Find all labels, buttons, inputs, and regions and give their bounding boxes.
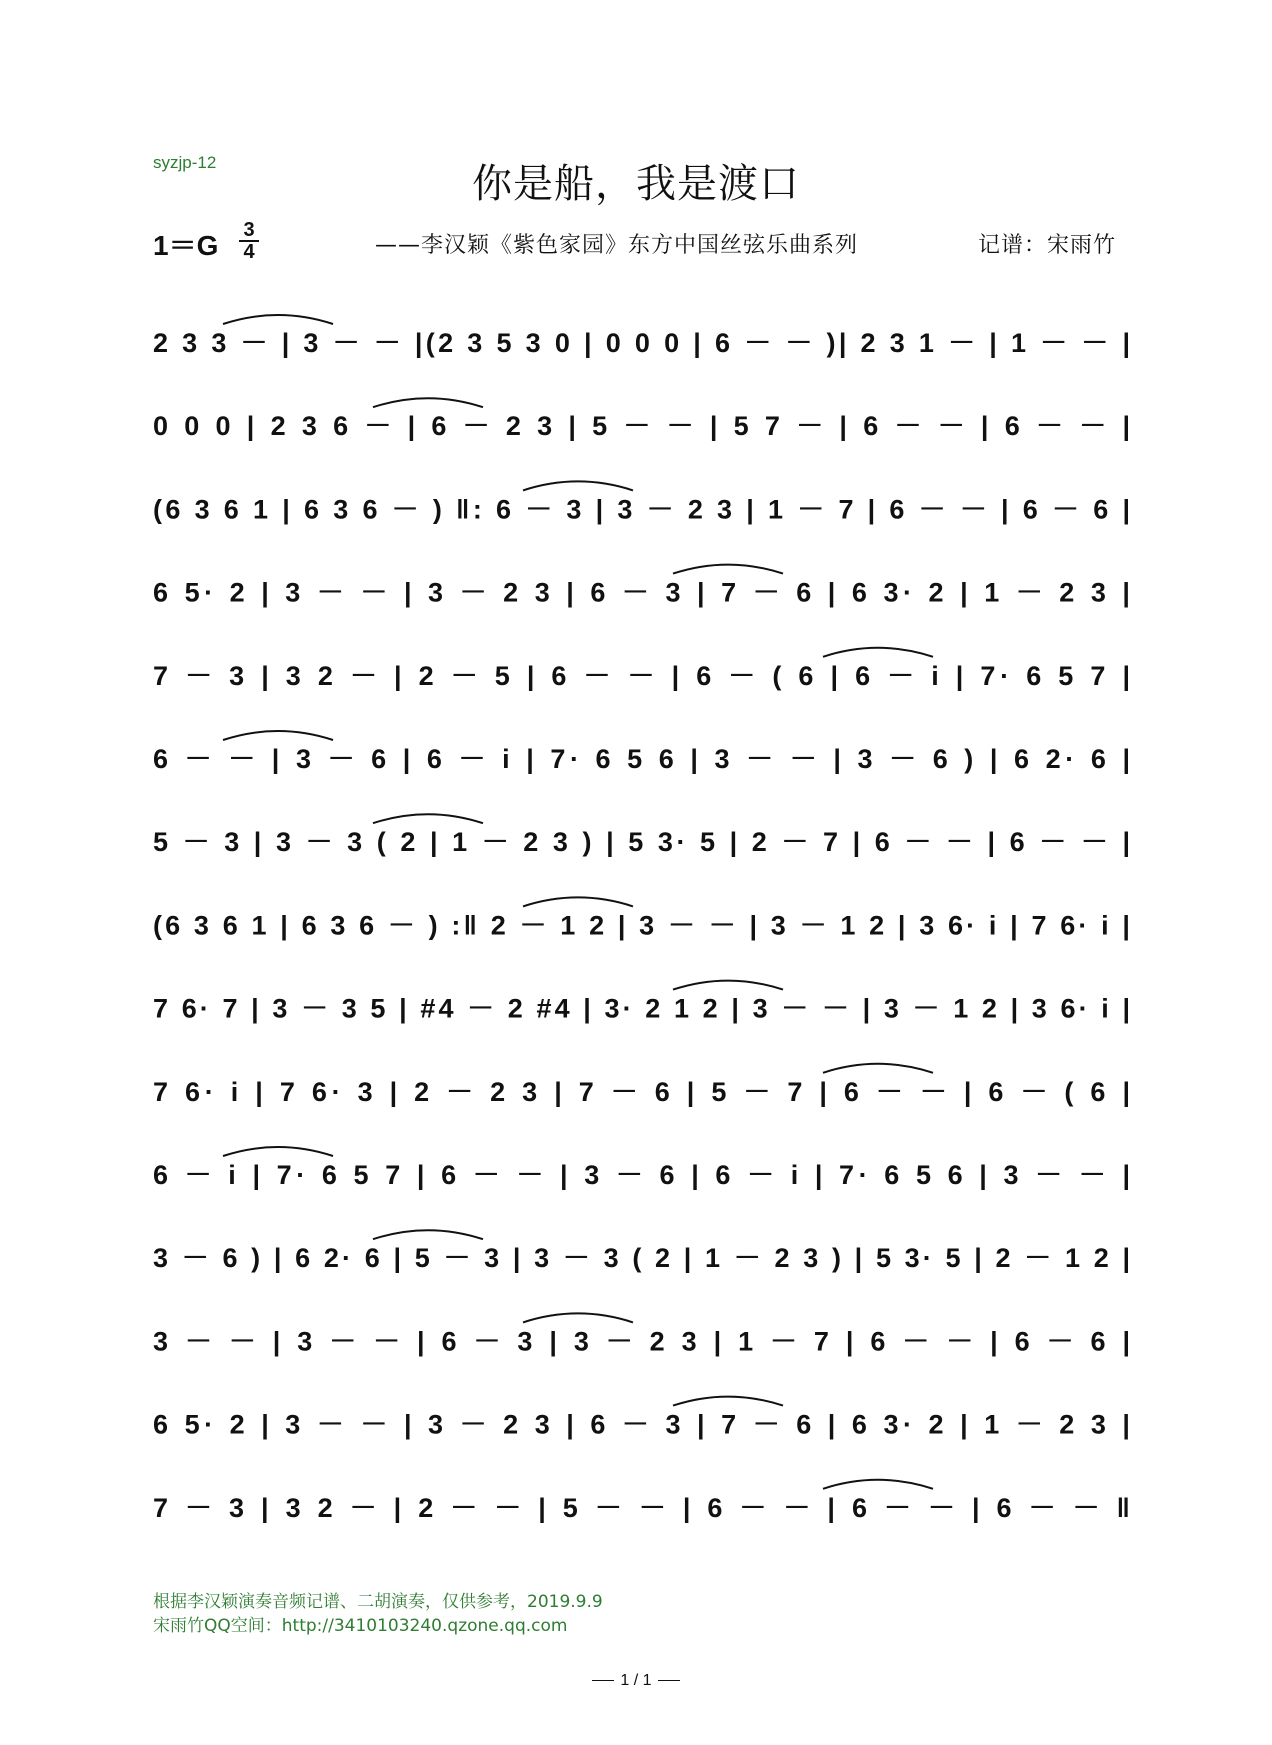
subtitle: ——李汉颖《紫色家园》东方中国丝弦乐曲系列 xyxy=(375,233,859,258)
footer-link[interactable]: 宋雨竹QQ空间：http://3410103240.qzone.qq.com xyxy=(153,1616,568,1636)
time-signature-bottom: 4 xyxy=(243,241,255,263)
score-line-14: 6 5· 2 | 3 － － | 3 － 2 3 | 6 － 3 | 7 － 6 | 6 3· 2 | 1 － 2 3 | xyxy=(153,1409,1130,1440)
slur-mark xyxy=(673,981,783,990)
page-number xyxy=(0,1672,1272,1690)
score-line-4: 6 5· 2 | 3 － － | 3 － 2 3 | 6 － 3 | 7 － 6 | 6 3· 2 | 1 － 2 3 | xyxy=(153,577,1130,608)
slur-mark xyxy=(223,1147,333,1156)
song-title: 你是船，我是渡口 xyxy=(472,161,800,207)
score-line-15: 7 － 3 | 3 2 － | 2 － － | 5 － － | 6 － － | 6 － － | 6 － － ‖ xyxy=(153,1492,1130,1523)
slur-mark xyxy=(523,897,633,906)
footer-note: 根据李汉颖演奏音频记谱、二胡演奏，仅供参考，2019.9.9 xyxy=(153,1592,603,1612)
slur-mark xyxy=(673,1397,783,1406)
slur-mark xyxy=(673,565,783,574)
score-line-5: 7 － 3 | 3 2 － | 2 － 5 | 6 － － | 6 － ( 6 | 6 － i | 7· 6 5 7 | xyxy=(153,660,1130,691)
slur-mark xyxy=(823,1480,933,1489)
slur-mark xyxy=(223,731,333,740)
score-line-3: (6 3 6 1 | 6 3 6 － ) ‖: 6 － 3 | 3 － 2 3 | 1 － 7 | 6 － － | 6 － 6 | xyxy=(153,494,1130,525)
slur-mark xyxy=(223,315,333,324)
slur-mark xyxy=(523,1313,633,1322)
score-line-2: 0 0 0 | 2 3 6 － | 6 － 2 3 | 5 － － | 5 7 － | 6 － － | 6 － － | xyxy=(153,411,1131,442)
transcriber: 记谱：宋雨竹 xyxy=(978,233,1117,258)
score-line-11: 6 － i | 7· 6 5 7 | 6 － － | 3 － 6 | 6 － i | 7· 6 5 6 | 3 － － | xyxy=(153,1160,1131,1190)
score-line-12: 3 － 6 ) | 6 2· 6 | 5 － 3 | 3 － 3 ( 2 | 1 － 2 3 ) | 5 3· 5 | 2 － 1 2 | xyxy=(153,1243,1130,1274)
document-code: syzjp-12 xyxy=(153,153,217,172)
slur-mark xyxy=(823,1064,933,1073)
slur-mark xyxy=(373,1230,483,1239)
score-line-8: (6 3 6 1 | 6 3 6 － ) :‖ 2 － 1 2 | 3 － － | 3 － 1 2 | 3 6· i | 7 6· i | xyxy=(153,910,1130,941)
slur-mark xyxy=(373,398,483,407)
key-signature: 1＝G xyxy=(153,230,219,261)
score-line-1: 2 3 3 － | 3 － － |(2 3 5 3 0 | 0 0 0 | 6 － － )| 2 3 1 － | 1 － － | xyxy=(153,328,1130,358)
score-line-10: 7 6· i | 7 6· 3 | 2 － 2 3 | 7 － 6 | 5 － 7 | 6 － － | 6 － ( 6 | xyxy=(153,1076,1130,1107)
slur-mark xyxy=(373,814,483,823)
slur-mark xyxy=(523,481,633,490)
score-line-7: 5 － 3 | 3 － 3 ( 2 | 1 － 2 3 ) | 5 3· 5 | 2 － 7 | 6 － － | 6 － － | xyxy=(153,827,1130,858)
score-line-6: 6 － － | 3 － 6 | 6 － i | 7· 6 5 6 | 3 － － | 3 － 6 ) | 6 2· 6 | xyxy=(153,744,1130,774)
score-line-13: 3 － － | 3 － － | 6 － 3 | 3 － 2 3 | 1 － 7 | 6 － － | 6 － 6 | xyxy=(153,1326,1130,1357)
score-line-9: 7 6· 7 | 3 － 3 5 | #4 － 2 #4 | 3· 2 1 2 | 3 － － | 3 － 1 2 | 3 6· i | xyxy=(153,993,1130,1024)
time-signature-top: 3 xyxy=(243,219,255,241)
page-number-text: 1 / 1 xyxy=(620,1672,652,1689)
slur-mark xyxy=(823,648,933,657)
